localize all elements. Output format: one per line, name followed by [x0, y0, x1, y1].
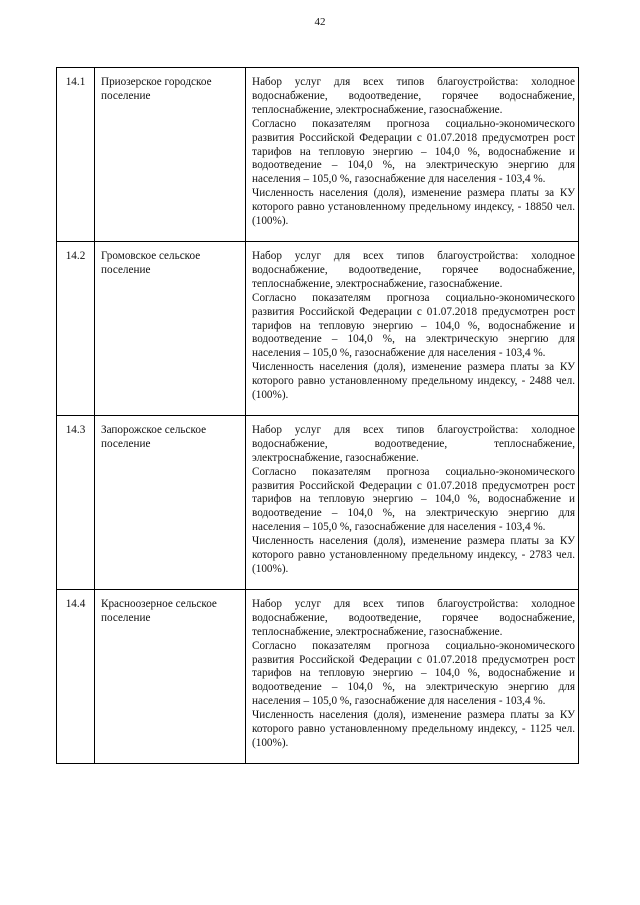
- table-row: [57, 589, 579, 763]
- services-text: Набор услуг для всех типов благоустройства: холодное водоснабжение, водоотведение, горячее водоснабжение, теплоснабжение, электроснабжение, газоснабжение.: [252, 249, 575, 290]
- table-row: [57, 241, 579, 415]
- row-number: 14.2: [57, 241, 95, 415]
- settlements-table: [56, 67, 579, 764]
- row-description: [246, 415, 579, 589]
- forecast-text: Согласно показателям прогноза социально-экономического развития Российской Федерации с 01.07.2018 предусмотрен рост тарифов на тепловую энергию – 104,0 %, водоснабжение и водоотведение – 104,0 %, на электрическую энергию для населения – 105,0 %, газоснабжение для населения - 103,4 %.: [252, 117, 575, 186]
- population-text: Численность населения (доля), изменение размера платы за КУ которого равно установленному предельному индексу, - 2488 чел. (100%).: [252, 361, 575, 402]
- settlement-name: Приозерское городское поселение: [95, 68, 246, 242]
- forecast-text: Согласно показателям прогноза социально-экономического развития Российской Федерации с 01.07.2018 предусмотрен рост тарифов на тепловую энергию – 104,0 %, водоснабжение и водоотведение – 104,0 %, на электрическую энергию для населения – 105,0 %, газоснабжение для населения - 103,4 %.: [252, 465, 575, 534]
- services-text: Набор услуг для всех типов благоустройства: холодное водоснабжение, водоотведение, теплоснабжение, электроснабжение, газоснабжение.: [252, 423, 575, 464]
- population-text: Численность населения (доля), изменение размера платы за КУ которого равно установленному предельному индексу, - 1125 чел. (100%).: [252, 709, 575, 749]
- row-description: [246, 589, 579, 763]
- settlement-name: Запорожское сельское поселение: [95, 415, 246, 589]
- settlement-name: Громовское сельское поселение: [95, 241, 246, 415]
- table-row: [57, 68, 579, 242]
- table-row: [57, 415, 579, 589]
- population-text: Численность населения (доля), изменение размера платы за КУ которого равно установленному предельному индексу, - 18850 чел. (100%).: [252, 187, 575, 228]
- row-description: [246, 68, 579, 242]
- row-number: 14.1: [57, 68, 95, 242]
- row-number: 14.3: [57, 415, 95, 589]
- page-number: 42: [314, 16, 326, 28]
- row-number: 14.4: [57, 589, 95, 763]
- services-text: Набор услуг для всех типов благоустройства: холодное водоснабжение, водоотведение, горячее водоснабжение, теплоснабжение, электроснабжение, газоснабжение.: [252, 597, 575, 638]
- row-description: [246, 241, 579, 415]
- services-text: Набор услуг для всех типов благоустройства: холодное водоснабжение, водоотведение, горячее водоснабжение, теплоснабжение, электроснабжение, газоснабжение.: [252, 76, 575, 116]
- forecast-text: Согласно показателям прогноза социально-экономического развития Российской Федерации с 01.07.2018 предусмотрен рост тарифов на тепловую энергию – 104,0 %, водоснабжение и водоотведение – 104,0 %, на электрическую энергию для населения – 105,0 %, газоснабжение для населения - 103,4 %.: [252, 291, 575, 360]
- population-text: Численность населения (доля), изменение размера платы за КУ которого равно установленному предельному индексу, - 2783 чел. (100%).: [252, 535, 575, 575]
- settlement-name: Красноозерное сельское поселение: [95, 589, 246, 763]
- forecast-text: Согласно показателям прогноза социально-экономического развития Российской Федерации с 01.07.2018 предусмотрен рост тарифов на тепловую энергию – 104,0 %, водоснабжение и водоотведение – 104,0 %, на электрическую энергию для населения – 105,0 %, газоснабжение для населения - 103,4 %.: [252, 639, 575, 708]
